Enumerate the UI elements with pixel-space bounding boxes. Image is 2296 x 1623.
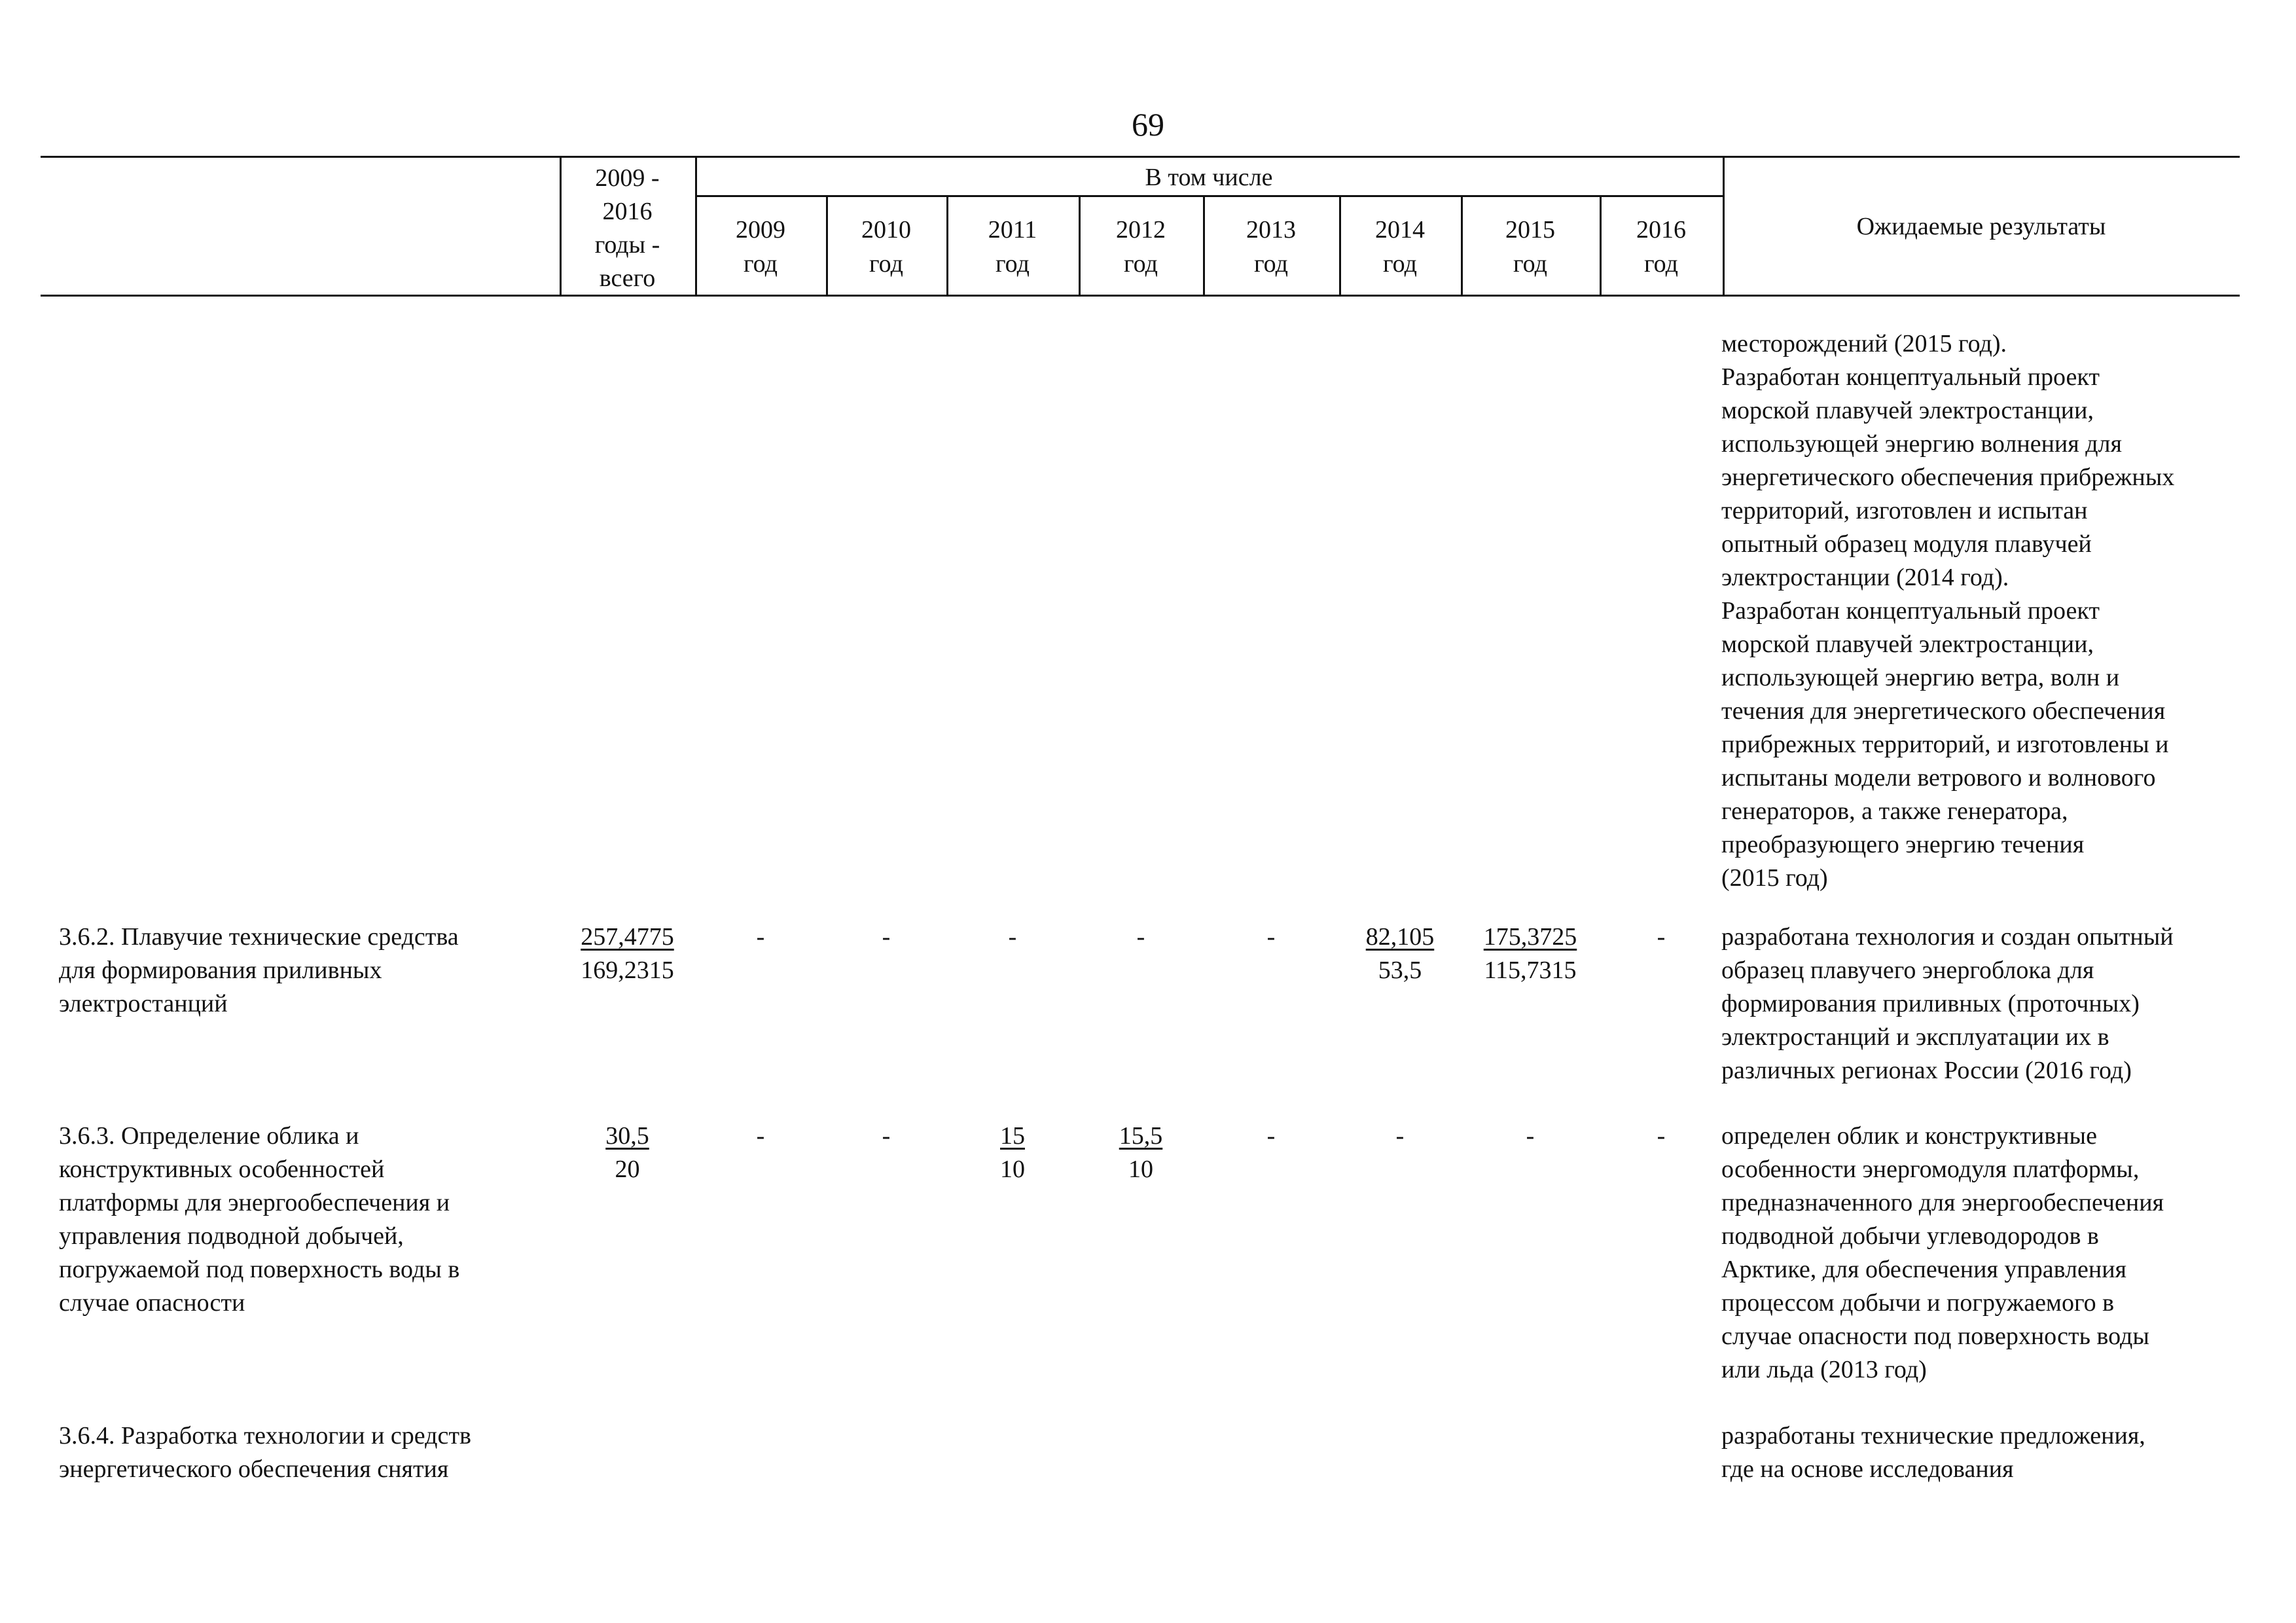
row-label (59, 921, 556, 1021)
row-total-subvalue: 169,2315 (581, 957, 674, 984)
year-subvalue: 115,7315 (1484, 957, 1577, 984)
result-line: (2015 год) (1721, 864, 1828, 892)
result-line: территорий, изготовлен и испытан (1721, 497, 2088, 524)
year-subvalue: - (1395, 1122, 1405, 1150)
result-line: электростанций и эксплуатации их в (1721, 1023, 2109, 1051)
row-year-2009 (695, 921, 826, 954)
row-total-subvalue: 20 (615, 1156, 640, 1183)
header-year-label: 2016 (1636, 216, 1686, 244)
header-group-label (695, 161, 1723, 194)
row-year-2010 (821, 921, 952, 954)
result-line: Разработан концептуальный проект (1721, 363, 2100, 391)
result-line: подводной добычи углеводородов в (1721, 1222, 2099, 1250)
header-year-2016 (1600, 213, 1723, 281)
continuation-result (1721, 327, 2245, 895)
year-subvalue: - (1657, 923, 1666, 951)
row-year-2015 (1465, 921, 1596, 987)
result-line: разработана технология и создан опытный (1721, 923, 2174, 951)
result-line: определен облик и конструктивные (1721, 1122, 2097, 1150)
result-line: различных регионах России (2016 год) (1721, 1057, 2132, 1084)
header-year-2009 (695, 213, 826, 281)
row-label-line: случае опасности (59, 1289, 245, 1317)
result-line: процессом добычи и погружаемого в (1721, 1289, 2115, 1317)
row-label-line: 3.6.2. Плавучие технические средства (59, 923, 459, 951)
row-year-2015 (1465, 1120, 1596, 1153)
result-line: Арктике, для обеспечения управления (1721, 1256, 2127, 1283)
result-line: прибрежных территорий, и изготовлены и (1721, 731, 2169, 758)
header-year-unit: год (1383, 250, 1417, 278)
header-total-line: годы - (594, 231, 660, 259)
header-year-label: 2013 (1246, 216, 1296, 244)
header-subgroup-rule (695, 195, 1723, 197)
year-subvalue: - (1136, 923, 1145, 951)
header-total-line: 2009 - (595, 164, 660, 192)
header-year-unit: год (1124, 250, 1158, 278)
header-year-label: 2009 (736, 216, 785, 244)
year-subvalue: 10 (1000, 1156, 1025, 1183)
header-total-line: 2016 (602, 198, 653, 225)
result-line: разработаны технические предложения, (1721, 1422, 2145, 1450)
row-result (1721, 921, 2245, 1087)
row-year-2013 (1206, 1120, 1336, 1153)
row-year-2011 (947, 921, 1078, 954)
result-line: Разработан концептуальный проект (1721, 597, 2100, 625)
result-line: энергетического обеспечения прибрежных (1721, 464, 2175, 491)
year-value: 15 (1000, 1122, 1025, 1150)
result-line: преобразующего энергию течения (1721, 831, 2085, 858)
result-line: или льда (2013 год) (1721, 1356, 1927, 1383)
year-subvalue: - (756, 923, 765, 951)
header-year-unit: год (996, 250, 1030, 278)
row-total-value: 257,4775 (581, 923, 674, 951)
row-label (59, 1120, 556, 1320)
row-label (59, 1419, 556, 1486)
header-results-label (1723, 210, 2240, 244)
result-line: электростанции (2014 год). (1721, 564, 2009, 591)
header-results-text: Ожидаемые результаты (1856, 213, 2106, 240)
result-line: месторождений (2015 год). (1721, 330, 2007, 357)
header-year-unit: год (1644, 250, 1678, 278)
header-year-label: 2012 (1116, 216, 1166, 244)
row-result (1721, 1419, 2245, 1486)
row-year-2009 (695, 1120, 826, 1153)
year-subvalue: - (882, 1122, 891, 1150)
row-total-value: 30,5 (605, 1122, 649, 1150)
row-label-line: 3.6.3. Определение облика и (59, 1122, 359, 1150)
row-label-line: конструктивных особенностей (59, 1156, 385, 1183)
header-year-2011 (946, 213, 1079, 281)
header-group-text: В том числе (1145, 164, 1273, 191)
row-result (1721, 1120, 2245, 1387)
header-year-unit: год (744, 250, 778, 278)
result-line: генераторов, а также генератора, (1721, 797, 2068, 825)
header-year-label: 2011 (988, 216, 1037, 244)
year-subvalue: - (1008, 923, 1017, 951)
row-year-2011 (947, 1120, 1078, 1186)
year-subvalue: - (1526, 1122, 1535, 1150)
row-year-2010 (821, 1120, 952, 1153)
result-line: особенности энергомодуля платформы, (1721, 1156, 2140, 1183)
row-label-line: погружаемой под поверхность воды в (59, 1256, 460, 1283)
header-year-2012 (1079, 213, 1203, 281)
row-label-line: энергетического обеспечения снятия (59, 1455, 449, 1483)
header-year-2013 (1203, 213, 1339, 281)
year-subvalue: - (756, 1122, 765, 1150)
header-year-unit: год (1513, 250, 1547, 278)
row-year-2016 (1596, 1120, 1727, 1153)
result-line: течения для энергетического обеспечения (1721, 697, 2166, 725)
result-line: предназначенного для энергообеспечения (1721, 1189, 2164, 1216)
header-total-line: всего (599, 264, 656, 292)
row-label-line: управления подводной добычей, (59, 1222, 404, 1250)
year-subvalue: - (1266, 923, 1276, 951)
header-year-2014 (1339, 213, 1461, 281)
header-year-unit: год (869, 250, 903, 278)
header-year-2010 (826, 213, 946, 281)
year-value: 175,3725 (1483, 923, 1577, 951)
row-year-2014 (1335, 1120, 1465, 1153)
row-label-line: 3.6.4. Разработка технологии и средств (59, 1422, 471, 1450)
row-total (562, 1120, 693, 1186)
header-year-label: 2010 (861, 216, 911, 244)
row-label-line: платформы для энергообеспечения и (59, 1189, 450, 1216)
row-year-2012 (1075, 921, 1206, 954)
year-value: 82,105 (1365, 923, 1435, 951)
header-year-2015 (1461, 213, 1600, 281)
result-line: формирования приливных (проточных) (1721, 990, 2140, 1017)
header-bottom-rule (41, 295, 2240, 297)
row-year-2012 (1075, 1120, 1206, 1186)
header-total-column (560, 162, 695, 295)
result-line: морской плавучей электростанции, (1721, 397, 2094, 424)
result-line: образец плавучего энергоблока для (1721, 957, 2094, 984)
result-line: испытаны модели ветрового и волнового (1721, 764, 2156, 792)
row-total (562, 921, 693, 987)
header-year-label: 2015 (1505, 216, 1555, 244)
year-subvalue: - (1266, 1122, 1276, 1150)
year-subvalue: 53,5 (1378, 957, 1422, 984)
header-year-label: 2014 (1375, 216, 1425, 244)
row-year-2016 (1596, 921, 1727, 954)
row-year-2013 (1206, 921, 1336, 954)
row-label-line: электростанций (59, 990, 228, 1017)
year-subvalue: - (882, 923, 891, 951)
row-label-line: для формирования приливных (59, 957, 382, 984)
result-line: случае опасности под поверхность воды (1721, 1322, 2149, 1350)
page-number: 69 (1132, 106, 1164, 143)
year-subvalue: - (1657, 1122, 1666, 1150)
result-line: опытный образец модуля плавучей (1721, 530, 2092, 558)
year-value: 15,5 (1119, 1122, 1163, 1150)
header-year-unit: год (1254, 250, 1288, 278)
result-line: где на основе исследования (1721, 1455, 2014, 1483)
result-line: морской плавучей электростанции, (1721, 630, 2094, 658)
result-line: использующей энергию волнения для (1721, 430, 2122, 458)
row-year-2014 (1335, 921, 1465, 987)
year-subvalue: 10 (1128, 1156, 1153, 1183)
result-line: использующей энергию ветра, волн и (1721, 664, 2120, 691)
header-top-rule (41, 156, 2240, 158)
